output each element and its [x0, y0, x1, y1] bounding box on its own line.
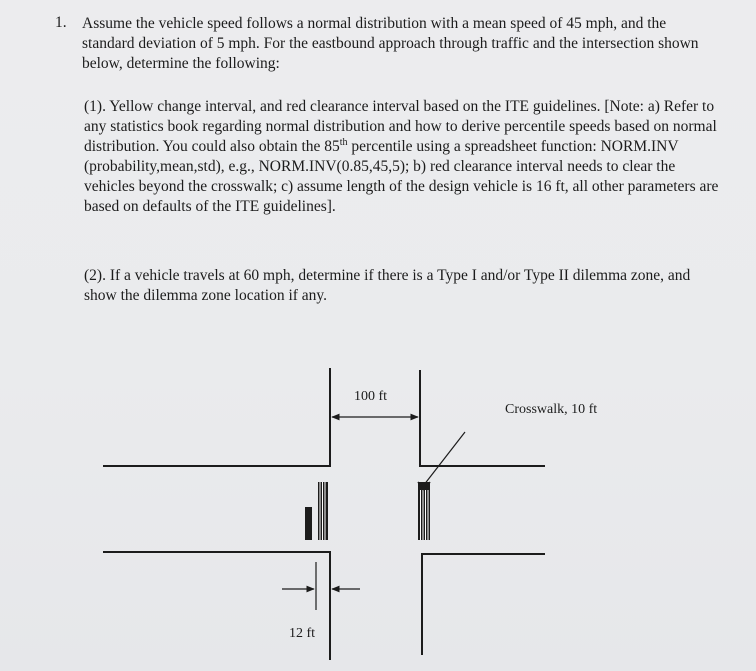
curb-bottom-left: [103, 552, 330, 660]
width-label: 100 ft: [354, 389, 388, 404]
offset-label: 12 ft: [289, 626, 316, 641]
curb-top-left: [103, 368, 330, 466]
curb-top-right: [420, 370, 545, 466]
crosswalk-label: Crosswalk, 10 ft: [505, 402, 598, 417]
question-part-2: (2). If a vehicle travels at 60 mph, determine if there is a Type I and/or Type II dilemma zone, and show the dilemma zone location if any.: [84, 267, 691, 304]
crosswalk-leader-line: [420, 432, 465, 490]
part-1-text-b: percentile using a spreadsheet function: NORM.INV (probability,mean,std), e.g., NORM.INV(0.85,45,5); b) red clearance interval needs to clear the vehicles beyond the crosswalk; c) assume length of the design vehicle is 16 ft, all other parameters are based on defaults of the ITE guidelines].: [84, 138, 719, 215]
part-1-superscript: th: [339, 136, 348, 148]
stop-bar: [305, 507, 312, 540]
question-intro: Assume the vehicle speed follows a normal distribution with a mean speed of 45 mph, and the standard deviation of 5 mph. For the eastbound approach through traffic and the intersection shown below, determine the following:: [82, 15, 699, 72]
question-number: 1.: [55, 14, 67, 31]
part-1-text-a: (1). Yellow change interval, and red clearance interval based on the ITE guidelines. [Note: a) Refer to any statistics book regarding normal distribution and how to derive percentile speeds based on normal distribution. You could also obtain the 85: [84, 98, 717, 155]
curb-bottom-right: [422, 554, 545, 655]
